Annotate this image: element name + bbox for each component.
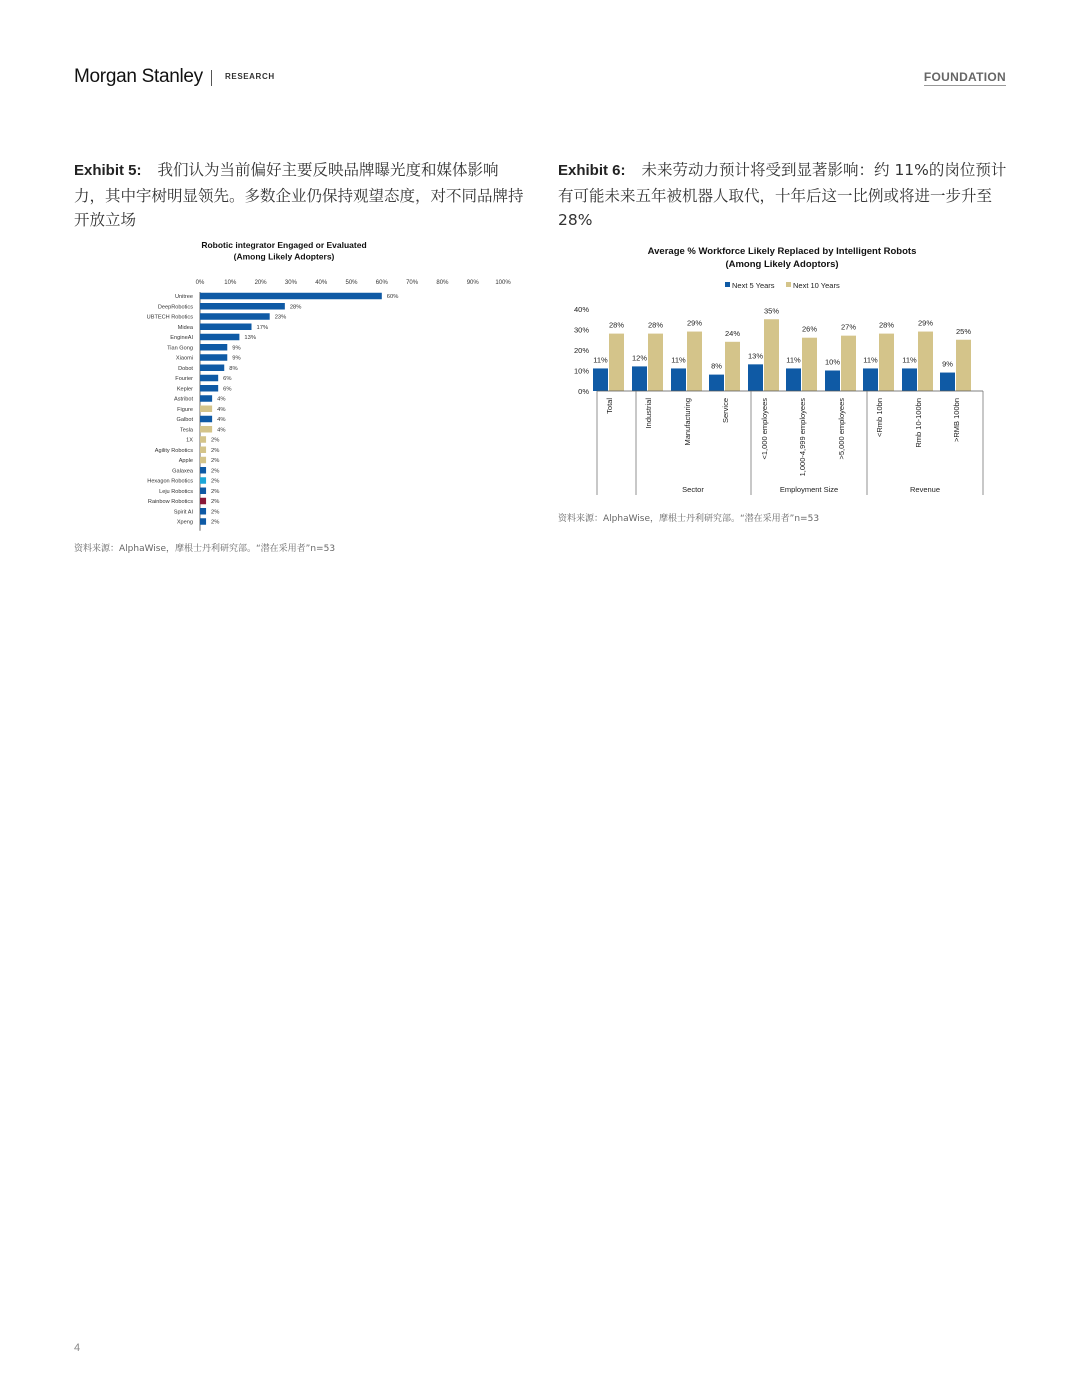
- value-label-next-5-years: 8%: [711, 361, 722, 371]
- value-label: 2%: [211, 458, 220, 464]
- workforce-replaced-chart: [558, 240, 988, 502]
- bar-next-5-years: [902, 368, 917, 391]
- value-label-next-10-years: 28%: [608, 320, 625, 330]
- category-label: Spirit AI: [173, 509, 193, 516]
- category-label: Unitree: [174, 294, 193, 300]
- bar-next-10-years: [879, 334, 894, 391]
- category-label: Service: [721, 398, 730, 424]
- category-label: Hexagon Robotics: [147, 478, 193, 485]
- bar: [200, 416, 212, 423]
- value-label: 4%: [217, 396, 226, 403]
- bar-next-10-years: [841, 336, 856, 391]
- exhibit-6-source: 资料来源：AlphaWise，摩根士丹利研究部。“潜在采用者”n=53: [558, 514, 820, 524]
- value-label-next-10-years: 27%: [840, 322, 857, 332]
- value-label: 2%: [211, 478, 220, 485]
- value-label-next-10-years: 24%: [724, 328, 741, 338]
- category-label: Rainbow Robotics: [147, 499, 193, 505]
- category-label: Galaxea: [172, 468, 193, 475]
- bar: [200, 518, 206, 525]
- group-label: Revenue: [909, 485, 941, 494]
- robotic-integrator-chart: [120, 236, 530, 532]
- brand-logo: Morgan Stanley: [74, 66, 203, 87]
- bar: [200, 385, 218, 392]
- category-label: Apple: [178, 458, 193, 464]
- bar-next-5-years: [786, 368, 801, 391]
- category-label: 1X: [186, 437, 193, 444]
- bar-next-5-years: [632, 366, 647, 391]
- chart-title: Average % Workforce Likely Replaced by Intelligent Robots: [647, 246, 917, 257]
- bar: [200, 365, 224, 372]
- value-label-next-5-years: 9%: [942, 359, 953, 369]
- x-tick-label: 30%: [284, 280, 297, 286]
- value-label: 2%: [211, 488, 220, 495]
- category-label: Agility Robotics: [154, 447, 193, 454]
- value-label-next-10-years: 29%: [917, 318, 934, 328]
- value-label-next-10-years: 28%: [878, 320, 895, 330]
- y-tick-label: 20%: [573, 346, 589, 355]
- bar: [200, 508, 206, 515]
- category-label: >5,000 employees: [837, 398, 846, 460]
- y-tick-label: 30%: [573, 325, 589, 335]
- bar: [200, 477, 206, 484]
- bar-next-10-years: [648, 334, 663, 391]
- category-label: <Rmb 10bn: [875, 398, 884, 437]
- chart-subtitle: (Among Likely Adoptors): [725, 259, 839, 270]
- header-divider: [211, 70, 212, 86]
- group-label: Employment Size: [779, 485, 839, 494]
- category-label: Fourier: [175, 376, 193, 382]
- bar: [200, 354, 227, 361]
- category-label: Figure: [177, 406, 193, 413]
- value-label: 6%: [223, 386, 232, 393]
- category-label: Astribot: [174, 396, 193, 403]
- chart-title: Robotic integrator Engaged or Evaluated: [201, 240, 367, 250]
- value-label-next-5-years: 10%: [824, 357, 841, 367]
- bar-next-5-years: [709, 375, 724, 391]
- category-label: >RMB 100bn: [952, 398, 961, 442]
- value-label: 6%: [223, 376, 232, 382]
- bar: [200, 447, 206, 454]
- bar: [200, 303, 285, 310]
- exhibit-6-label: Exhibit 6:: [558, 162, 626, 179]
- bar-next-5-years: [825, 371, 840, 392]
- x-tick-label: 70%: [406, 280, 419, 286]
- value-label-next-5-years: 11%: [593, 355, 608, 365]
- x-tick-label: 10%: [224, 280, 237, 286]
- category-label: Tesla: [179, 427, 193, 434]
- exhibit-5-caption: [74, 158, 524, 233]
- value-label: 9%: [232, 345, 241, 352]
- legend-swatch-next-10-years: [786, 282, 791, 287]
- value-label-next-10-years: 28%: [647, 320, 664, 330]
- category-label: Tian Gong: [167, 345, 193, 352]
- legend-swatch-next-5-years: [725, 282, 730, 287]
- exhibit-6-caption: [558, 158, 1013, 233]
- bar-next-5-years: [863, 368, 878, 391]
- bar-next-10-years: [764, 319, 779, 391]
- value-label: 17%: [256, 324, 269, 331]
- x-tick-label: 0%: [195, 280, 205, 286]
- x-tick-label: 90%: [466, 280, 479, 286]
- x-tick-label: 50%: [345, 280, 358, 286]
- value-label: 60%: [386, 294, 399, 300]
- category-label: Kepler: [176, 386, 193, 393]
- category-label: Total: [605, 398, 614, 414]
- bar: [200, 293, 382, 300]
- value-label: 2%: [211, 499, 220, 505]
- value-label: 28%: [289, 304, 302, 311]
- value-label-next-5-years: 11%: [671, 355, 686, 365]
- x-tick-label: 20%: [254, 280, 267, 286]
- series-label: FOUNDATION: [923, 70, 1006, 84]
- y-tick-label: 10%: [573, 366, 589, 376]
- group-label: Sector: [682, 485, 704, 494]
- category-label: Manufacturing: [683, 398, 692, 446]
- bar-next-5-years: [671, 368, 686, 391]
- bar: [200, 488, 206, 495]
- x-tick-label: 80%: [436, 280, 449, 286]
- value-label: 2%: [211, 437, 220, 444]
- value-label: 4%: [217, 427, 226, 434]
- bar-next-5-years: [940, 373, 955, 391]
- value-label: 4%: [217, 417, 226, 423]
- value-label-next-10-years: 35%: [763, 306, 780, 316]
- value-label: 23%: [274, 314, 287, 321]
- value-label: 9%: [232, 355, 241, 362]
- value-label-next-5-years: 12%: [631, 353, 648, 363]
- bar: [200, 467, 206, 474]
- category-label: Galbot: [176, 417, 193, 423]
- bar: [200, 406, 212, 413]
- category-label: UBTECH Robotics: [146, 314, 193, 321]
- value-label-next-10-years: 26%: [801, 324, 818, 334]
- value-label: 2%: [211, 509, 220, 516]
- x-tick-label: 40%: [315, 280, 328, 286]
- bar: [200, 395, 212, 402]
- value-label-next-5-years: 11%: [786, 355, 801, 365]
- category-label: Midea: [177, 324, 193, 331]
- legend-label-next-10-years: Next 10 Years: [793, 281, 840, 290]
- value-label: 2%: [211, 468, 220, 475]
- bar: [200, 426, 212, 433]
- value-label: 4%: [217, 406, 226, 413]
- bar: [200, 334, 239, 341]
- value-label: 13%: [244, 335, 256, 341]
- exhibit-6-text: 未来劳动力预计将受到显著影响：约 11%的岗位预计有可能未来五年被机器人取代，十年后这一比例或将进一步升至28%: [558, 161, 1007, 229]
- page-number: 4: [74, 1342, 81, 1354]
- category-label: Xiaomi: [175, 355, 193, 362]
- category-label: EngineAI: [170, 335, 193, 341]
- value-label-next-5-years: 11%: [863, 355, 878, 365]
- value-label: 8%: [229, 365, 238, 372]
- bar: [200, 375, 218, 382]
- bar: [200, 344, 227, 351]
- bar-next-10-years: [725, 342, 740, 391]
- bar-next-10-years: [956, 340, 971, 391]
- bar: [200, 313, 270, 320]
- bar: [200, 436, 206, 443]
- chart-subtitle: (Among Likely Adopters): [233, 251, 335, 262]
- category-label: <1,000 employees: [760, 398, 769, 460]
- category-label: 1,000-4,999 employees: [798, 398, 807, 477]
- bar: [200, 498, 206, 505]
- bar-next-10-years: [687, 332, 702, 391]
- legend-label-next-5-years: Next 5 Years: [732, 281, 775, 290]
- bar-next-5-years: [748, 364, 763, 391]
- category-label: Dobot: [178, 365, 193, 372]
- bar-next-10-years: [609, 334, 624, 391]
- x-tick-label: 60%: [375, 280, 388, 286]
- category-label: Xpeng: [176, 519, 193, 526]
- page-header: [74, 64, 1006, 94]
- exhibit-5-label: Exhibit 5:: [74, 162, 142, 179]
- category-label: Leju Robotics: [159, 488, 193, 495]
- section-label: RESEARCH: [225, 72, 275, 81]
- bar-next-10-years: [802, 338, 817, 391]
- exhibit-5-text: 我们认为当前偏好主要反映品牌曝光度和媒体影响力，其中宇树明显领先。多数企业仍保持观望态度，对不同品牌持开放立场: [74, 161, 524, 229]
- category-label: Rmb 10-100bn: [914, 398, 923, 448]
- x-tick-label: 100%: [495, 280, 511, 286]
- y-tick-label: 0%: [578, 387, 589, 396]
- value-label: 2%: [211, 447, 220, 454]
- bar: [200, 457, 206, 464]
- exhibit-5-source: 资料来源：AlphaWise，摩根士丹利研究部。“潜在采用者”n=53: [74, 544, 336, 554]
- value-label-next-10-years: 29%: [686, 318, 703, 328]
- y-tick-label: 40%: [573, 305, 589, 314]
- category-label: DeepRobotics: [157, 304, 193, 311]
- value-label: 2%: [211, 519, 220, 526]
- value-label-next-5-years: 11%: [902, 355, 917, 365]
- value-label-next-10-years: 25%: [955, 326, 972, 336]
- bar-next-5-years: [593, 368, 608, 391]
- category-label: Industrial: [644, 398, 653, 429]
- bar: [200, 324, 252, 331]
- value-label-next-5-years: 13%: [747, 351, 764, 361]
- bar-next-10-years: [918, 332, 933, 391]
